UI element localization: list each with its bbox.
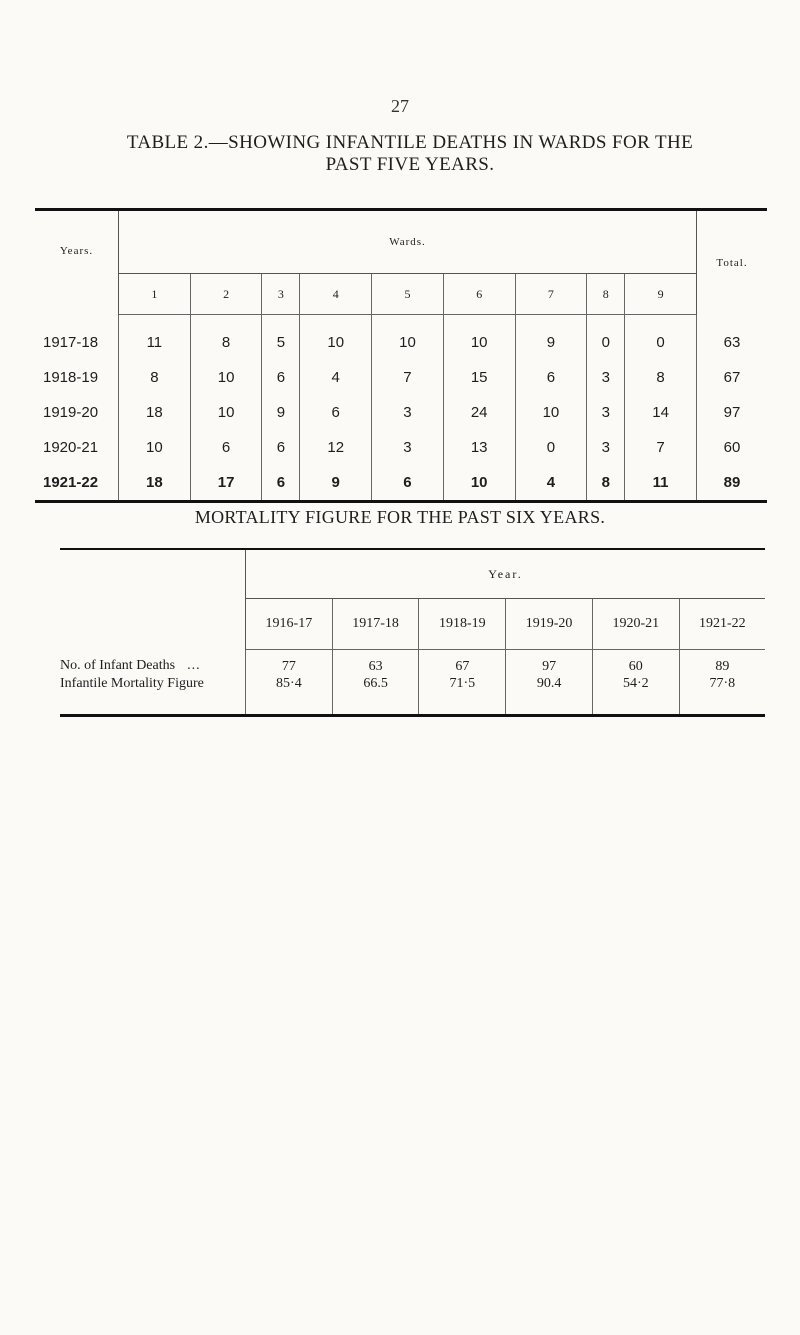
table-row xyxy=(35,395,767,430)
ward-value-cell: 9 xyxy=(262,395,300,430)
value-cell: 54·2 xyxy=(592,675,679,716)
header-years: Years. xyxy=(35,210,119,315)
year-cell: 1917-18 xyxy=(43,333,99,351)
total-cell: 60 xyxy=(697,430,768,465)
ward-value-cell: 24 xyxy=(443,395,515,430)
ward-value-cell: 6 xyxy=(515,360,587,395)
total-cell: 67 xyxy=(697,360,768,395)
ward-value-cell: 3 xyxy=(372,395,444,430)
ward-number-header: 6 xyxy=(443,274,515,315)
ward-value-cell: 18 xyxy=(119,395,191,430)
ward-value-cell: 3 xyxy=(587,360,625,395)
total-cell: 97 xyxy=(697,395,768,430)
row-label xyxy=(60,675,246,716)
year-cell: 1919-20 xyxy=(43,404,99,421)
ward-value-cell: 7 xyxy=(372,360,444,395)
leader-dots: ... xyxy=(187,658,201,674)
table-2-title-line-1: TABLE 2.—SHOWING INFANTILE DEATHS IN WARDS FOR THE xyxy=(126,132,694,153)
year-column-header: 1921-22 xyxy=(679,599,765,650)
ward-value-cell: 0 xyxy=(515,430,587,465)
ward-value-cell: 7 xyxy=(625,430,697,465)
ward-value-cell: 15 xyxy=(443,360,515,395)
ward-value-cell: 6 xyxy=(262,430,300,465)
year-column-header: 1917-18 xyxy=(332,599,419,650)
year-column-header: 1916-17 xyxy=(246,599,333,650)
table-row xyxy=(35,430,767,465)
value-cell: 67 xyxy=(419,650,506,676)
ward-value-cell: 11 xyxy=(119,315,191,361)
header-total: Total. xyxy=(697,210,768,315)
ward-number-header: 9 xyxy=(625,274,697,315)
table-row xyxy=(60,650,765,676)
ward-number-header: 5 xyxy=(372,274,444,315)
table-row xyxy=(35,315,767,361)
ward-value-cell: 11 xyxy=(625,465,697,502)
value-cell: 85·4 xyxy=(246,675,333,716)
row-label-text: No. of Infant Deaths xyxy=(60,658,176,674)
ward-value-cell: 17 xyxy=(190,465,262,502)
year-column-header: 1918-19 xyxy=(419,599,506,650)
ward-value-cell: 10 xyxy=(119,430,191,465)
total-cell: 63 xyxy=(697,315,768,361)
value-cell: 97 xyxy=(506,650,593,676)
ward-value-cell: 5 xyxy=(262,315,300,361)
ward-value-cell: 18 xyxy=(119,465,191,502)
ward-value-cell: 8 xyxy=(119,360,191,395)
ward-value-cell: 14 xyxy=(625,395,697,430)
page-number: 27 xyxy=(391,96,409,116)
year-column-header: 1919-20 xyxy=(506,599,593,650)
year-column-header: 1920-21 xyxy=(592,599,679,650)
ward-value-cell: 3 xyxy=(587,395,625,430)
ward-value-cell: 6 xyxy=(262,360,300,395)
ward-number-header: 2 xyxy=(190,274,262,315)
ward-value-cell: 3 xyxy=(372,430,444,465)
ward-value-cell: 10 xyxy=(190,395,262,430)
ward-value-cell: 10 xyxy=(443,315,515,361)
ward-value-cell: 0 xyxy=(587,315,625,361)
header-wards: Wards. xyxy=(119,210,697,274)
ward-value-cell: 9 xyxy=(515,315,587,361)
ward-number-header: 4 xyxy=(300,274,372,315)
ward-number-header: 7 xyxy=(515,274,587,315)
ward-value-cell: 12 xyxy=(300,430,372,465)
mortality-figure-table xyxy=(60,548,765,717)
value-cell: 63 xyxy=(332,650,419,676)
year-cell: 1921-22 xyxy=(43,474,99,491)
value-cell: 89 xyxy=(679,650,765,676)
table-2-title-line-2: PAST FIVE YEARS. xyxy=(325,154,495,175)
value-cell: 90.4 xyxy=(506,675,593,716)
value-cell: 66.5 xyxy=(332,675,419,716)
table-row xyxy=(35,360,767,395)
ward-value-cell: 10 xyxy=(515,395,587,430)
ward-value-cell: 10 xyxy=(190,360,262,395)
row-label-text: Infantile Mortality Figure xyxy=(60,675,204,691)
ward-value-cell: 6 xyxy=(262,465,300,502)
ward-value-cell: 6 xyxy=(372,465,444,502)
table-2-title xyxy=(60,132,760,176)
ward-value-cell: 10 xyxy=(443,465,515,502)
mortality-figure-title: MORTALITY FIGURE FOR THE PAST SIX YEARS. xyxy=(194,507,606,527)
table-row xyxy=(35,465,767,502)
ward-value-cell: 6 xyxy=(300,395,372,430)
total-cell: 89 xyxy=(697,465,768,502)
header-year: Year. xyxy=(246,549,766,599)
value-cell: 77 xyxy=(246,650,333,676)
ward-number-header: 8 xyxy=(587,274,625,315)
corner-cell xyxy=(60,549,246,650)
ward-value-cell: 8 xyxy=(190,315,262,361)
ward-value-cell: 10 xyxy=(300,315,372,361)
ward-value-cell: 13 xyxy=(443,430,515,465)
ward-value-cell: 0 xyxy=(625,315,697,361)
value-cell: 60 xyxy=(592,650,679,676)
ward-value-cell: 8 xyxy=(625,360,697,395)
ward-value-cell: 6 xyxy=(190,430,262,465)
year-cell: 1920-21 xyxy=(43,439,99,456)
table-row xyxy=(60,675,765,716)
ward-number-header: 1 xyxy=(119,274,191,315)
ward-value-cell: 10 xyxy=(372,315,444,361)
year-cell: 1918-19 xyxy=(43,369,99,386)
infantile-deaths-by-ward-table xyxy=(35,208,767,503)
value-cell: 71·5 xyxy=(419,675,506,716)
ward-value-cell: 4 xyxy=(515,465,587,502)
value-cell: 77·8 xyxy=(679,675,765,716)
ward-value-cell: 9 xyxy=(300,465,372,502)
ward-value-cell: 4 xyxy=(300,360,372,395)
row-label xyxy=(60,650,246,676)
ward-value-cell: 3 xyxy=(587,430,625,465)
ward-number-header: 3 xyxy=(262,274,300,315)
ward-value-cell: 8 xyxy=(587,465,625,502)
